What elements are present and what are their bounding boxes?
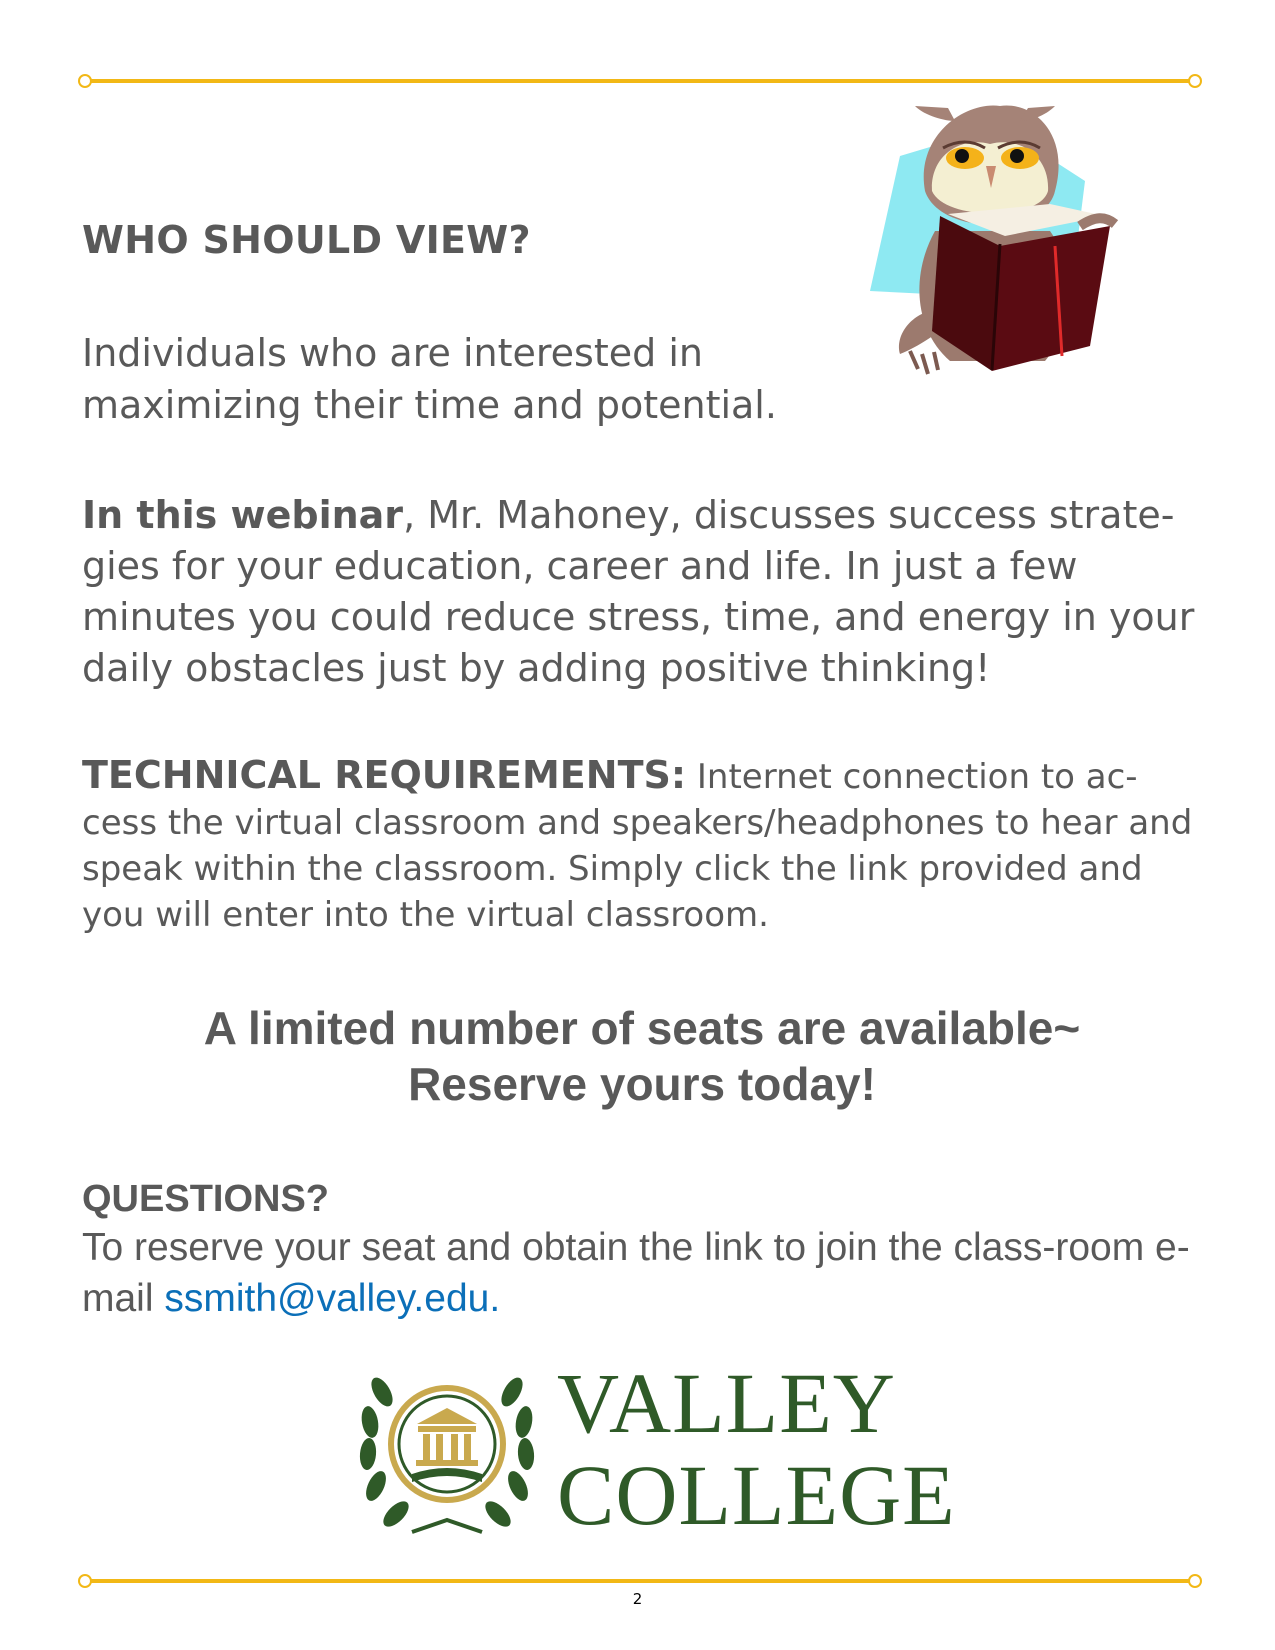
technical-requirements-paragraph [82, 752, 1202, 938]
logo-line-1: VALLEY [557, 1355, 896, 1451]
technical-requirements-body: Internet connection to ac-cess the virtual classroom and speakers/headphones to hear and speak within the classroom. Simply click the link provided and you will enter into the virtual classroom. [82, 757, 1193, 935]
call-to-action [82, 1000, 1202, 1112]
questions-paragraph [82, 1222, 1202, 1324]
top-divider [78, 74, 1202, 88]
technical-requirements-label: TECHNICAL REQUIREMENTS: [82, 753, 687, 797]
owl-reading-book-icon [870, 96, 1180, 396]
questions-heading: QUESTIONS? [82, 1178, 330, 1220]
questions-body: To reserve your seat and obtain the link to join the class-room e-mail [82, 1226, 1190, 1320]
webinar-body: , Mr. Mahoney, discusses success strate-gies for your education, career and life. In just a few minutes you could reduce stress, time, and energy in your daily obstacles just by adding positive thinking! [82, 493, 1195, 690]
webinar-lead: In this webinar [82, 493, 404, 537]
cta-line-1: A limited number of seats are available~ [203, 1002, 1081, 1054]
logo-line-2: COLLEGE [557, 1447, 956, 1543]
webinar-paragraph [82, 490, 1202, 694]
cta-line-2: Reserve yours today! [408, 1058, 876, 1110]
bottom-divider [78, 1574, 1202, 1588]
email-link[interactable]: ssmith@valley.edu. [164, 1277, 501, 1320]
page-number: 2 [632, 1590, 643, 1608]
valley-college-logo [352, 1352, 956, 1562]
audience-paragraph: Individuals who are interested in maximizing their time and potential. [82, 331, 777, 427]
who-should-view-heading: WHO SHOULD VIEW? [82, 218, 531, 262]
laurel-wreath-building-icon [352, 1352, 542, 1552]
